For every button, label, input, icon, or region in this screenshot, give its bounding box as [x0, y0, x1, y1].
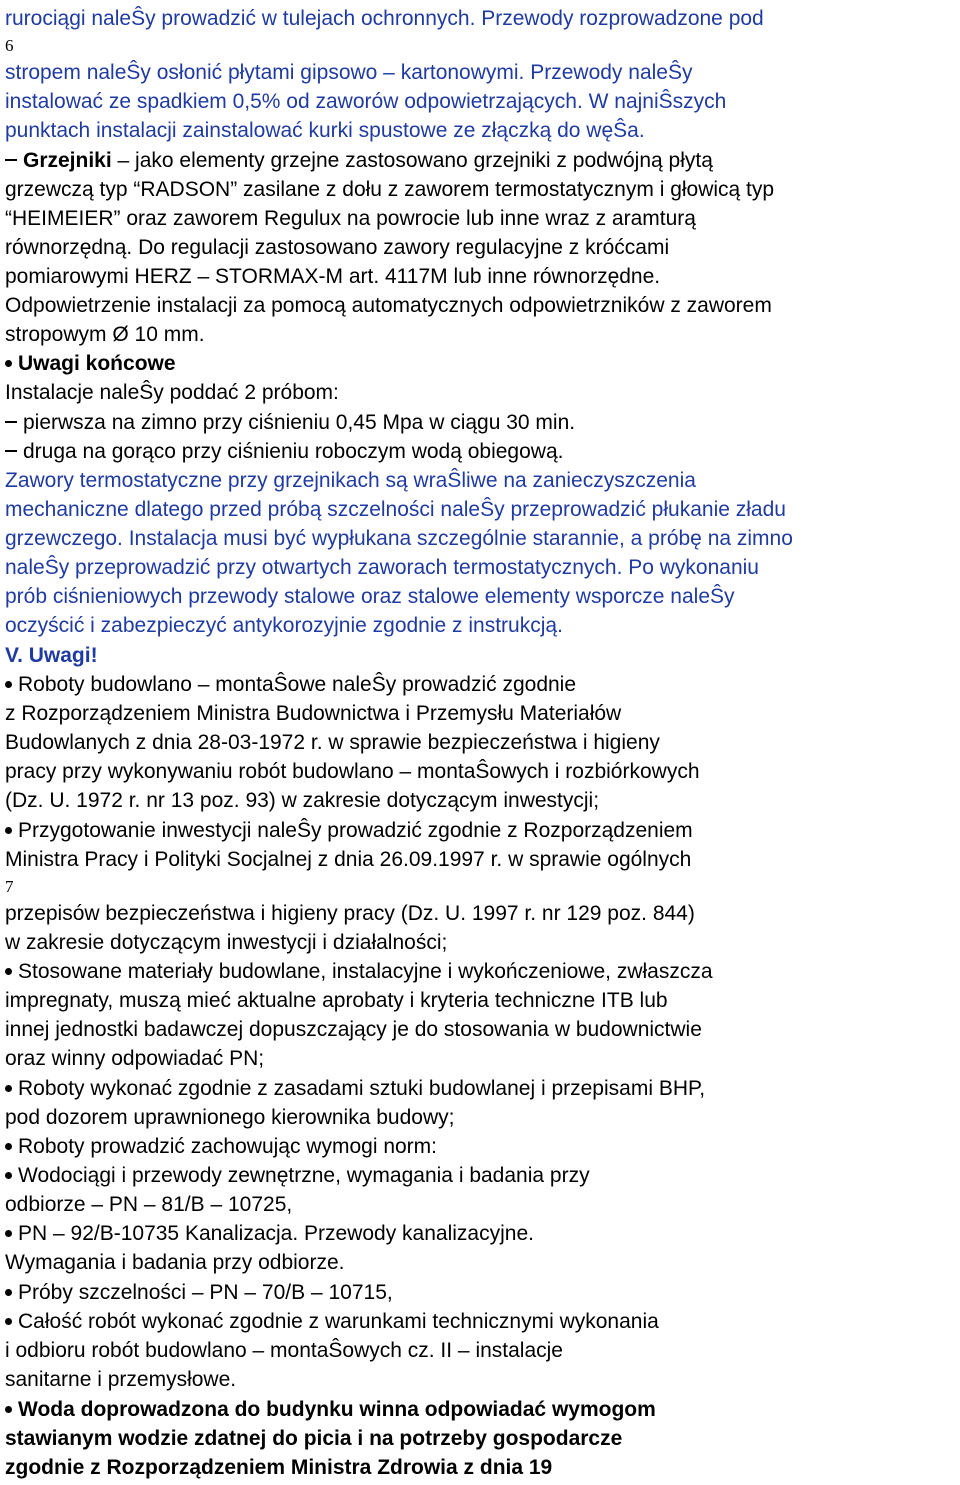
text-line: instalować ze spadkiem 0,5% od zaworów odpowietrzających. W najniŜszych [5, 90, 727, 113]
text-line: punktach instalacji zainstalować kurki spustowe ze złączką do węŜa. [5, 119, 645, 142]
list-item: Woda doprowadzona do budynku winna odpowiadać wymogom [5, 1397, 656, 1423]
bullet-icon [5, 1143, 12, 1150]
text-line: sanitarne i przemysłowe. [5, 1368, 237, 1391]
list-item: Przygotowanie inwestycji naleŜy prowadzić zgodnie z Rozporządzeniem [5, 818, 693, 844]
list-item: druga na gorąco przy ciśnieniu roboczym wodą obiegową. [5, 439, 563, 465]
text-line: innej jednostki badawczej dopuszczający je do stosowania w budownictwie [5, 1018, 702, 1041]
bullet-icon [5, 1230, 12, 1237]
text-line: prób ciśnieniowych przewody stalowe oraz stalowe elementy wsporcze naleŜy [5, 585, 735, 608]
list-item: pierwsza na zimno przy ciśnieniu 0,45 Mpa w ciągu 30 min. [5, 410, 575, 436]
text-line: stropowym Ø 10 mm. [5, 323, 205, 346]
text-line: oraz winny odpowiadać PN; [5, 1047, 265, 1070]
bullet-icon [5, 360, 12, 367]
page-number: 6 [5, 36, 14, 55]
text-line: naleŜy przeprowadzić przy otwartych zaworach termostatycznych. Po wykonaniu [5, 556, 759, 579]
text-line: pracy przy wykonywaniu robót budowlano – montaŜowych i rozbiórkowych [5, 760, 700, 783]
bullet-icon [5, 681, 12, 688]
bullet-icon [5, 1406, 12, 1413]
dash-marker [5, 450, 17, 452]
text-line: Instalacje naleŜy poddać 2 próbom: [5, 381, 339, 404]
text-line: rurociągi naleŜy prowadzić w tulejach ochronnych. Przewody rozprowadzone pod [5, 7, 764, 30]
text-line: impregnaty, muszą mieć aktualne aprobaty i kryteria techniczne ITB lub [5, 989, 668, 1012]
bullet-icon [5, 968, 12, 975]
page-number: 7 [5, 877, 14, 896]
text-line: równorzędną. Do regulacji zastosowano zawory regulacyjne z króćcami [5, 236, 670, 259]
text-line: mechaniczne dlatego przed próbą szczelności naleŜy przeprowadzić płukanie zładu [5, 498, 786, 521]
text-line: Ministra Pracy i Polityki Socjalnej z dnia 26.09.1997 r. w sprawie ogólnych [5, 848, 692, 871]
text-line: “HEIMEIER” oraz zaworem Regulux na powrocie lub inne wraz z aramturą [5, 207, 696, 230]
text-line: (Dz. U. 1972 r. nr 13 poz. 93) w zakresie dotyczącym inwestycji; [5, 789, 600, 812]
bullet-icon [5, 1172, 12, 1179]
bullet-icon [5, 1085, 12, 1092]
list-item: Roboty budowlano – montaŜowe naleŜy prowadzić zgodnie [5, 672, 576, 698]
list-item: Próby szczelności – PN – 70/B – 10715, [5, 1280, 393, 1306]
list-item: Roboty prowadzić zachowując wymogi norm: [5, 1134, 437, 1160]
list-item: Roboty wykonać zgodnie z zasadami sztuki budowlanej i przepisami BHP, [5, 1076, 705, 1102]
list-item: PN – 92/B-10735 Kanalizacja. Przewody kanalizacyjne. [5, 1221, 534, 1247]
text-line: Wymagania i badania przy odbiorze. [5, 1251, 345, 1274]
text-line: stropem naleŜy osłonić płytami gipsowo – kartonowymi. Przewody naleŜy [5, 61, 693, 84]
text-line: stawianym wodzie zdatnej do picia i na potrzeby gospodarcze [5, 1427, 623, 1450]
dash-marker [5, 159, 17, 161]
radiators-heading: Grzejniki [23, 149, 112, 172]
text-span: – jako elementy grzejne zastosowano grzejniki z podwójną płytą [111, 149, 713, 172]
text-line: Zawory termostatyczne przy grzejnikach są wraŜliwe na zanieczyszczenia [5, 469, 696, 492]
text-line: grzewczą typ “RADSON” zasilane z dołu z zaworem termostatycznym i głowicą typ [5, 178, 775, 201]
list-item: Stosowane materiały budowlane, instalacyjne i wykończeniowe, zwłaszcza [5, 959, 713, 985]
bullet-icon [5, 827, 12, 834]
list-item: Całość robót wykonać zgodnie z warunkami technicznymi wykonania [5, 1309, 659, 1335]
section-heading-final-remarks: Uwagi końcowe [5, 351, 176, 377]
text-line: Odpowietrzenie instalacji za pomocą automatycznych odpowietrzników z zaworem [5, 294, 772, 317]
text-line: przepisów bezpieczeństwa i higieny pracy (Dz. U. 1997 r. nr 129 poz. 844) [5, 902, 695, 925]
bullet-icon [5, 1289, 12, 1296]
list-item: Wodociągi i przewody zewnętrzne, wymagania i badania przy [5, 1163, 590, 1189]
text-line: oczyścić i zabezpieczyć antykorozyjnie zgodnie z instrukcją. [5, 614, 563, 637]
text-line: grzewczego. Instalacja musi być wypłukana szczególnie starannie, a próbę na zimno [5, 527, 793, 550]
text-line: Budowlanych z dnia 28-03-1972 r. w sprawie bezpieczeństwa i higieny [5, 731, 660, 754]
radiators-paragraph [5, 148, 713, 174]
text-line: i odbioru robót budowlano – montaŜowych cz. II – instalacje [5, 1339, 563, 1362]
dash-marker [5, 421, 17, 423]
text-line: pod dozorem uprawnionego kierownika budowy; [5, 1106, 455, 1129]
text-line: odbiorze – PN – 81/B – 10725, [5, 1193, 293, 1216]
text-line: z Rozporządzeniem Ministra Budownictwa i Przemysłu Materiałów [5, 702, 622, 725]
section-heading-remarks: V. Uwagi! [5, 644, 98, 667]
text-line: zgodnie z Rozporządzeniem Ministra Zdrowia z dnia 19 [5, 1456, 553, 1479]
text-line: w zakresie dotyczącym inwestycji i działalności; [5, 931, 448, 954]
bullet-icon [5, 1318, 12, 1325]
text-line: pomiarowymi HERZ – STORMAX-M art. 4117M lub inne równorzędne. [5, 265, 661, 288]
